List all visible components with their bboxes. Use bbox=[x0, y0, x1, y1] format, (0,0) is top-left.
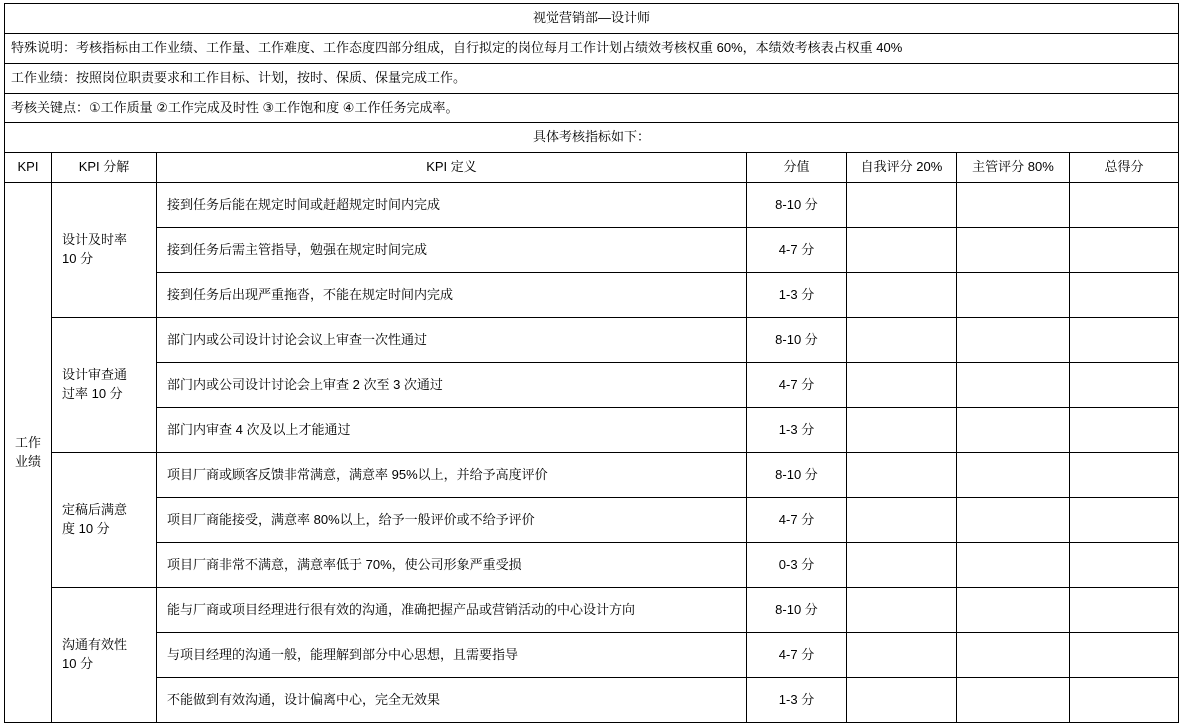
score-value-cell: 1-3 分 bbox=[747, 678, 847, 723]
kpi-definition-cell: 项目厂商或顾客反馈非常满意，满意率 95%以上，并给予高度评价 bbox=[157, 453, 747, 498]
self-rating-cell[interactable] bbox=[847, 318, 957, 363]
kpi-definition-cell: 项目厂商非常不满意，满意率低于 70%，使公司形象严重受损 bbox=[157, 543, 747, 588]
score-value-cell: 0-3 分 bbox=[747, 543, 847, 588]
kpi-definition-cell: 部门内或公司设计讨论会议上审查一次性通过 bbox=[157, 318, 747, 363]
kpi-definition-cell: 部门内审查 4 次及以上才能通过 bbox=[157, 408, 747, 453]
table-row bbox=[5, 498, 1179, 543]
self-rating-cell[interactable] bbox=[847, 588, 957, 633]
score-value-cell: 8-10 分 bbox=[747, 318, 847, 363]
kpi-breakdown-line2: 过率 10 分 bbox=[62, 386, 123, 402]
table-row bbox=[5, 273, 1179, 318]
total-score-cell[interactable] bbox=[1070, 318, 1179, 363]
manager-rating-cell[interactable] bbox=[957, 543, 1070, 588]
manager-rating-cell[interactable] bbox=[957, 183, 1070, 228]
header-kpi: KPI bbox=[5, 153, 52, 183]
kpi-group-line1: 工作 bbox=[14, 434, 41, 450]
note-row-keypoints bbox=[5, 93, 1179, 123]
header-manager-rating: 主管评分 80% bbox=[957, 153, 1070, 183]
note-row-performance bbox=[5, 63, 1179, 93]
kpi-breakdown-line1: 定稿后满意 bbox=[62, 502, 128, 518]
self-rating-cell[interactable] bbox=[847, 183, 957, 228]
note-row-special bbox=[5, 33, 1179, 63]
table-row bbox=[5, 363, 1179, 408]
score-value-cell: 4-7 分 bbox=[747, 498, 847, 543]
kpi-definition-cell: 接到任务后能在规定时间或赶超规定时间内完成 bbox=[157, 183, 747, 228]
header-self-rating: 自我评分 20% bbox=[847, 153, 957, 183]
total-score-cell[interactable] bbox=[1070, 498, 1179, 543]
manager-rating-cell[interactable] bbox=[957, 633, 1070, 678]
self-rating-cell[interactable] bbox=[847, 453, 957, 498]
document-page bbox=[0, 3, 1182, 707]
manager-rating-cell[interactable] bbox=[957, 408, 1070, 453]
header-score-value: 分值 bbox=[747, 153, 847, 183]
total-score-cell[interactable] bbox=[1070, 183, 1179, 228]
kpi-breakdown-line2: 度 10 分 bbox=[62, 521, 110, 537]
table-row bbox=[5, 633, 1179, 678]
total-score-cell[interactable] bbox=[1070, 678, 1179, 723]
note-work-performance: 工作业绩：按照岗位职责要求和工作目标、计划，按时、保质、保量完成工作。 bbox=[5, 63, 1179, 93]
kpi-definition-cell: 接到任务后出现严重拖沓，不能在规定时间内完成 bbox=[157, 273, 747, 318]
kpi-group-line2: 业绩 bbox=[14, 453, 41, 469]
self-rating-cell[interactable] bbox=[847, 408, 957, 453]
self-rating-cell[interactable] bbox=[847, 228, 957, 273]
kpi-breakdown-line1: 设计审查通 bbox=[62, 367, 128, 383]
kpi-breakdown-cell bbox=[52, 453, 157, 588]
kpi-definition-cell: 能与厂商或项目经理进行很有效的沟通，准确把握产品或营销活动的中心设计方向 bbox=[157, 588, 747, 633]
document-title-row bbox=[5, 4, 1179, 34]
table-row bbox=[5, 318, 1179, 363]
total-score-cell[interactable] bbox=[1070, 228, 1179, 273]
kpi-breakdown-cell bbox=[52, 318, 157, 453]
total-score-cell[interactable] bbox=[1070, 543, 1179, 588]
total-score-cell[interactable] bbox=[1070, 633, 1179, 678]
header-kpi-definition: KPI 定义 bbox=[157, 153, 747, 183]
total-score-cell[interactable] bbox=[1070, 408, 1179, 453]
score-value-cell: 4-7 分 bbox=[747, 363, 847, 408]
self-rating-cell[interactable] bbox=[847, 543, 957, 588]
total-score-cell[interactable] bbox=[1070, 273, 1179, 318]
document-title: 视觉营销部—设计师 bbox=[5, 4, 1179, 34]
self-rating-cell[interactable] bbox=[847, 678, 957, 723]
total-score-cell[interactable] bbox=[1070, 588, 1179, 633]
kpi-definition-cell: 项目厂商能接受，满意率 80%以上，给予一般评价或不给予评价 bbox=[157, 498, 747, 543]
score-value-cell: 4-7 分 bbox=[747, 228, 847, 273]
kpi-assessment-table bbox=[4, 3, 1179, 723]
score-value-cell: 4-7 分 bbox=[747, 633, 847, 678]
kpi-group-label bbox=[5, 183, 52, 723]
score-value-cell: 1-3 分 bbox=[747, 273, 847, 318]
manager-rating-cell[interactable] bbox=[957, 228, 1070, 273]
manager-rating-cell[interactable] bbox=[957, 363, 1070, 408]
self-rating-cell[interactable] bbox=[847, 273, 957, 318]
note-special-instruction: 特殊说明：考核指标由工作业绩、工作量、工作难度、工作态度四部分组成，自行拟定的岗位每月工作计划占绩效考核权重 60%，本绩效考核表占权重 40% bbox=[5, 33, 1179, 63]
total-score-cell[interactable] bbox=[1070, 453, 1179, 498]
kpi-breakdown-line2: 10 分 bbox=[62, 656, 94, 672]
kpi-definition-cell: 部门内或公司设计讨论会上审查 2 次至 3 次通过 bbox=[157, 363, 747, 408]
table-row bbox=[5, 543, 1179, 588]
manager-rating-cell[interactable] bbox=[957, 588, 1070, 633]
table-header-row bbox=[5, 153, 1179, 183]
manager-rating-cell[interactable] bbox=[957, 498, 1070, 543]
kpi-breakdown-cell bbox=[52, 183, 157, 318]
table-row bbox=[5, 408, 1179, 453]
kpi-definition-cell: 接到任务后需主管指导，勉强在规定时间完成 bbox=[157, 228, 747, 273]
score-value-cell: 8-10 分 bbox=[747, 588, 847, 633]
self-rating-cell[interactable] bbox=[847, 633, 957, 678]
kpi-definition-cell: 与项目经理的沟通一般，能理解到部分中心思想，且需要指导 bbox=[157, 633, 747, 678]
score-value-cell: 1-3 分 bbox=[747, 408, 847, 453]
header-kpi-breakdown: KPI 分解 bbox=[52, 153, 157, 183]
manager-rating-cell[interactable] bbox=[957, 453, 1070, 498]
manager-rating-cell[interactable] bbox=[957, 318, 1070, 363]
score-value-cell: 8-10 分 bbox=[747, 183, 847, 228]
self-rating-cell[interactable] bbox=[847, 498, 957, 543]
table-row bbox=[5, 588, 1179, 633]
kpi-definition-cell: 不能做到有效沟通，设计偏离中心，完全无效果 bbox=[157, 678, 747, 723]
table-row bbox=[5, 183, 1179, 228]
table-row bbox=[5, 228, 1179, 273]
table-row bbox=[5, 453, 1179, 498]
table-row bbox=[5, 678, 1179, 723]
manager-rating-cell[interactable] bbox=[957, 678, 1070, 723]
header-total-score: 总得分 bbox=[1070, 153, 1179, 183]
kpi-breakdown-line1: 沟通有效性 bbox=[62, 637, 128, 653]
kpi-breakdown-cell bbox=[52, 588, 157, 723]
manager-rating-cell[interactable] bbox=[957, 273, 1070, 318]
score-value-cell: 8-10 分 bbox=[747, 453, 847, 498]
kpi-breakdown-line2: 10 分 bbox=[62, 251, 94, 267]
note-key-points: 考核关键点：①工作质量 ②工作完成及时性 ③工作饱和度 ④工作任务完成率。 bbox=[5, 93, 1179, 123]
kpi-breakdown-line1: 设计及时率 bbox=[62, 232, 128, 248]
total-score-cell[interactable] bbox=[1070, 363, 1179, 408]
section-heading: 具体考核指标如下： bbox=[5, 123, 1179, 153]
section-heading-row bbox=[5, 123, 1179, 153]
self-rating-cell[interactable] bbox=[847, 363, 957, 408]
